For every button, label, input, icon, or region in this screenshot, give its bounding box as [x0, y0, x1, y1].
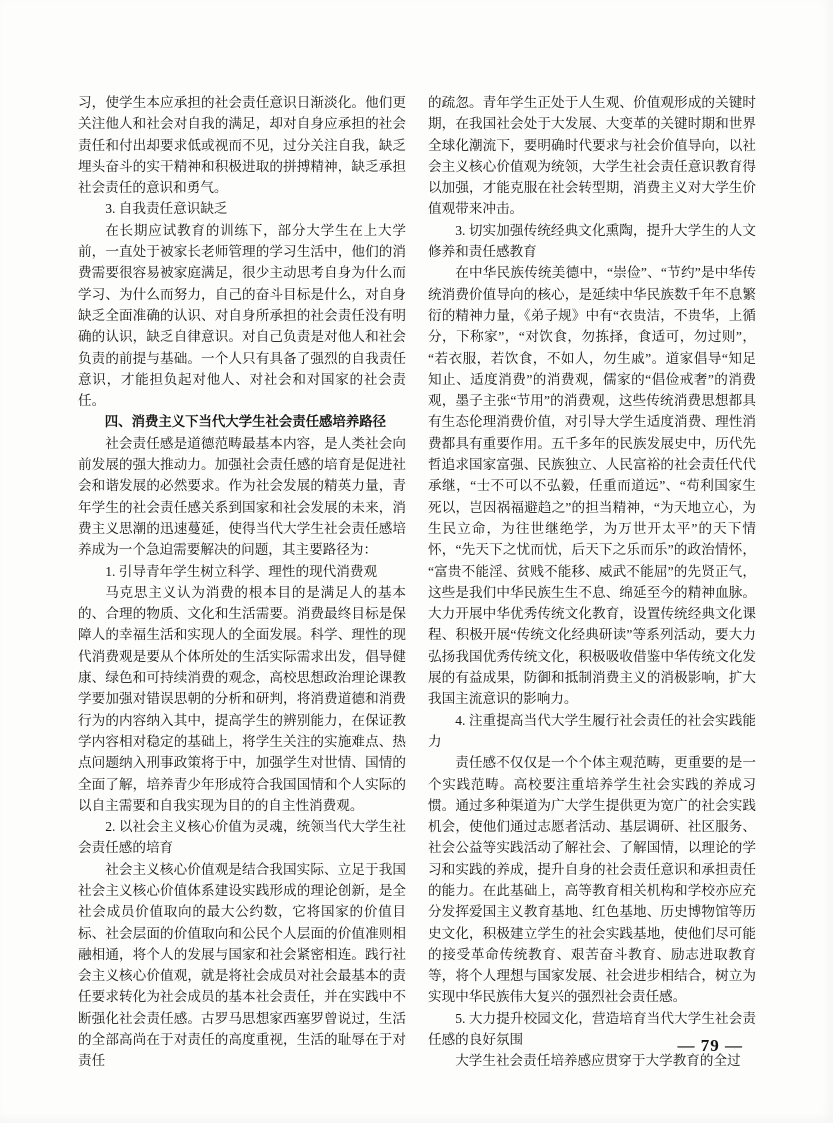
- paragraph-left-0: 习，使学生本应承担的社会责任意识日渐淡化。他们更关注他人和社会对自我的满足，却对自身应承担的社会责任和付出却要求低或视而不见，过分关注自我，缺乏埋头奋斗的实干精神和积极进取的拼搏精神，缺乏承担社会责任的意识和勇气。: [78, 95, 406, 196]
- paragraph-left-8: 社会主义核心价值观是结合我国实际、立足于我国社会主义核心价值体系建设实践形成的理论创新，是全社会成员价值取向的最大公约数，它将国家的价值目标、社会层面的价值取向和公民个人层面的价值准则相融相通，将个人的发展与国家和社会紧密相连。践行社会主义核心价值观，就是将社会成员对社会最基本的责任要求转化为社会成员的基本社会责任，并在实践中不断强化社会责任感。古罗马思想家西塞罗曾说过，生活的全部高尚在于对责任的高度重视，生活的耻辱在于对责任: [78, 861, 406, 1069]
- heading-section-left-3: 四、消费主义下当代大学生社会责任感培养路径: [104, 414, 386, 430]
- paragraph-right-2: 在中华民族传统美德中，“崇俭”、“节约”是中华传统消费价值导向的核心，是延续中华民族数千年不息繁衍的精神力量，《弟子规》中有“衣贵洁，不贵华，上循分，下称家”，“对饮食，勿拣择，食适可，勿过则”，“若衣服，若饮食，不如人，勿生戚”。道家倡导“知足知止、适度消费”的消费观，儒家的“倡俭戒奢”的消费观，墨子主张“节用”的消费观，这些传统消费思想都具有生态伦理消费价值，对引导大学生适度消费、理性消费都具有重要作用。五千多年的民族发展史中，历代先哲追求国家富强、民族独立、人民富裕的社会责任代代承继，“士不可以不弘毅，任重而道远”、“苟利国家生死以，岂因祸福避趋之”的担当精神，“为天地立心，为生民立命，为往世继绝学，为万世开太平”的天下情怀，“先天下之忧而忧，后天下之乐而乐”的政治情怀，“富贵不能淫、贫贱不能移、威武不能屈”的先贤正气，这些是我们中华民族生生不息、绵延至今的精神血脉。大力开展中华优秀传统文化教育，设置传统经典文化课程、积极开展“传统文化经典研读”等系列活动，要大力弘扬我国优秀传统文化，积极吸收借鉴中华传统文化发展的有益成果，防御和抵制消费主义的消极影响，扩大我国主流意识的影响力。: [428, 265, 756, 707]
- paragraph-left-2: 在长期应试教育的训练下，部分大学生在上大学前，一直处于被家长老师管理的学习生活中，他们的消费需要很容易被家庭满足，很少主动思考自身为什么而学习、为什么而努力，自己的奋斗目标是什么，对自身缺乏全面准确的认识、对自身所承担的社会责任没有明确的认识，缺乏自律意识。对自己负责是对他人和社会负责的前提与基础。一个人只有具备了强烈的自我责任意识，才能担负起对他人、对社会和对国家的社会责任。: [78, 222, 406, 409]
- paragraph-right-0: 的疏忽。青年学生正处于人生观、价值观形成的关键时期，在我国社会处于大发展、大变革的关键时期和世界全球化潮流下，要明确时代要求与社会价值导向，以社会主义核心价值观为统领，大学生社会责任意识教育得以加强，才能克服在社会转型期，消费主义对大学生价值观带来冲击。: [428, 95, 756, 217]
- heading-numbered-left-5: 1. 引导青年学生树立科学、理性的现代消费观: [105, 563, 378, 579]
- paragraph-right-4: 责任感不仅仅是一个个体主观范畴，更重要的是一个实践范畴。高校要注重培养学生社会实践的养成习惯。通过多种渠道为广大学生提供更为宽广的社会实践机会，使他们通过志愿者活动、基层调研、社区服务、社会公益等实践活动了解社会、了解国情，以理论的学习和实践的养成，提升自身的社会责任意识和承担责任的能力。在此基础上，高等教育相关机构和学校亦应充分发挥爱国主义教育基地、红色基地、历史博物馆等历史文化，积极建立学生的社会实践基地，使他们尽可能的接受革命传统教育、艰苦奋斗教育、励志进取教育等，将个人理想与国家发展、社会进步相结合，树立为实现中华民族伟大复兴的强烈社会责任感。: [428, 755, 756, 1005]
- heading-numbered-left-7: 2. 以社会主义核心价值为灵魂，统领当代大学生社会责任感的培育: [78, 819, 406, 856]
- heading-numbered-right-5: 5. 大力提升校园文化，营造培育当代大学生社会责任感的良好氛围: [428, 1010, 756, 1048]
- paragraph-left-6: 马克思主义认为消费的根本目的是满足人的基本的、合理的物质、文化和生活需要。消费最终目标是保障人的幸福生活和实现人的全面发展。科学、理性的现代消费观是要从个体所处的生活实际需求出发，倡导健康、绿色和可持续消费的观念，高校思想政治理论课教学要加强对错误思朝的分析和研判，将消费道德和消费行为的内容纳入其中，提高学生的辨别能力，在保证教学内容相对稳定的基础上，将学生关注的实施难点、热点问题纳入刑事政策将于中，加强学生对世情、国情的全面了解，培养青少年形成符合我国国情和个人实际的以自主需要和自我实现为目的的自主性消费观。: [78, 584, 406, 813]
- left-column: [78, 92, 406, 1072]
- paragraph-right-6: 大学生社会责任培养感应贯穿于大学教育的全过: [455, 1053, 741, 1069]
- right-column: [428, 92, 756, 1072]
- paragraph-left-4: 社会责任感是道德范畴最基本内容，是人类社会向前发展的强大推动力。加强社会责任感的培育是促进社会和谐发展的必然要求。作为社会发展的精英力量，青年学生的社会责任感关系到国家和社会发展的未来，消费主义思潮的迅速蔓延，使得当代大学生社会责任感培养成为一个急迫需要解决的问题，其主要路径为：: [78, 435, 406, 558]
- heading-numbered-right-3: 4. 注重提高当代大学生履行社会责任的社会实践能力: [428, 712, 756, 749]
- heading-numbered-right-1: 3. 切实加强传统经典文化熏陶，提升大学生的人文修养和责任感教育: [428, 222, 756, 260]
- article-body: [78, 92, 757, 1072]
- page-number: — 79 —: [677, 1036, 743, 1055]
- heading-numbered-left-1: 3. 自我责任意识缺乏: [105, 201, 228, 217]
